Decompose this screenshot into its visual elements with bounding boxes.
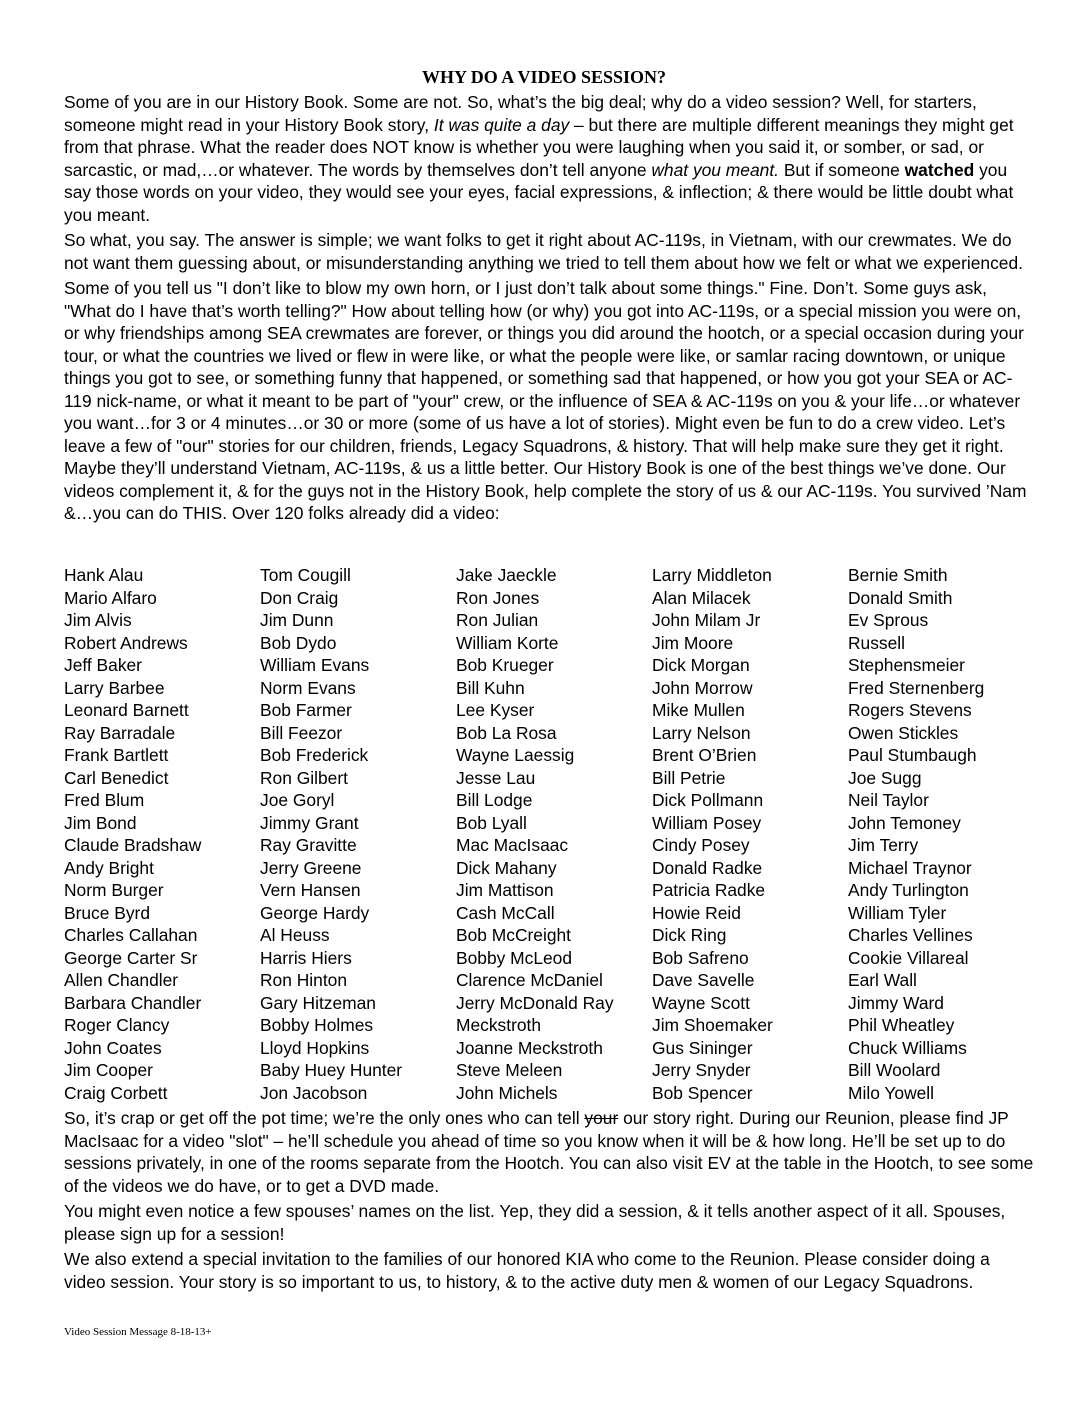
participant-name: Joe Goryl [260,790,335,810]
participant-name: Alan Milacek [652,587,751,608]
participant-name: Dick Pollmann [652,790,764,810]
participant-name: Bob Frederick [260,745,369,765]
participant-name: Fred Sternenberg [848,677,985,698]
participant-name: Bob Farmer [260,700,352,720]
participant-name: Steve Meleen [456,1060,563,1080]
intro-p1-text-c: – but there are multiple different meanings they might get from that phrase. What the reader does NOT know is whether you were laughing when you said it, or somber, or sad, or sarcastic, or mad,…or whatever. The words by themselves don’t tell anyone [64,114,1014,180]
participant-name: Bobby Holmes [260,1015,374,1035]
participant-name: Wayne Scott [652,992,750,1013]
participant-name: George Hardy [260,902,370,923]
participant-name: Jim Moore [652,632,734,653]
participant-name: Jim Mattison [456,880,554,900]
participant-name: Owen Stickles [848,722,959,743]
names-column-5 [848,564,1044,1104]
participant-name: Bob Spencer [652,1082,753,1103]
names-column-3 [456,564,652,1104]
participant-name: George Carter Sr [64,947,198,968]
participant-name: Russell [848,632,906,653]
participant-name: Jim Shoemaker [652,1015,773,1035]
closing-section [64,1107,1034,1293]
participant-name: Bill Petrie [652,767,726,788]
participant-name: Fred Blum [64,790,145,810]
participant-name: Allen Chandler [64,970,179,990]
participant-name: Cindy Posey [652,835,750,855]
participant-name: Joe Sugg [848,767,922,788]
participant-name: Norm Burger [64,880,164,900]
participant-name: Jake Jaeckle [456,565,557,585]
participant-name: William Posey [652,812,762,833]
participant-name: Cookie Villareal [848,947,969,968]
participant-name: Harris Hiers [260,947,352,968]
participant-name: Don Craig [260,587,339,608]
participant-name: Norm Evans [260,677,356,698]
names-column-1 [64,564,260,1104]
participant-name: Clarence McDaniel [456,970,603,990]
participant-name: Rogers Stevens [848,700,972,720]
participant-name: Jeff Baker [64,655,142,675]
participant-name: Charles Vellines [848,925,973,945]
participant-names-table [64,564,1044,1104]
participant-name: Larry Barbee [64,677,165,698]
participant-name: John Temoney [848,812,961,833]
participant-name: Jon Jacobson [260,1082,368,1103]
participant-name: Bob Krueger [456,655,554,675]
participant-name: Charles Callahan [64,925,198,945]
participant-name: Leonard Barnett [64,700,189,720]
participant-name: Jerry McDonald Ray [456,992,614,1013]
participant-name: Jimmy Ward [848,992,944,1013]
participant-name: Jesse Lau [456,767,536,788]
intro-p1-italic-meant: what you meant. [651,159,779,180]
participant-name: John Morrow [652,677,753,698]
intro-paragraph-1 [64,91,1034,226]
participant-name: Milo Yowell [848,1082,935,1103]
participant-name: Jimmy Grant [260,812,359,833]
participant-name: Bill Kuhn [456,677,525,698]
participant-name: Mario Alfaro [64,587,157,608]
participant-name: Bill Feezor [260,722,343,743]
participant-name: Joanne Meckstroth [456,1037,603,1058]
participant-name: Howie Reid [652,902,741,923]
participant-name: Paul Stumbaugh [848,745,977,765]
participant-name: Bobby McLeod [456,947,573,968]
participant-name: Donald Smith [848,587,953,608]
closing-paragraph-2: You might even notice a few spouses’ names on the list. Yep, they did a session, & it tells another aspect of it all. Spouses, please sign up for a session! [64,1201,1006,1244]
participant-name: Ray Gravitte [260,835,357,855]
page-title: WHY DO A VIDEO SESSION? [421,67,667,87]
participant-name: Dave Savelle [652,970,755,990]
participant-name: Mac MacIsaac [456,835,569,855]
participant-name: Jerry Snyder [652,1060,751,1080]
participant-name: Frank Bartlett [64,745,169,765]
intro-p1-text-e: But if someone [778,159,905,180]
participant-name: Andy Bright [64,857,154,878]
closing-paragraph-1 [64,1107,1034,1197]
participant-name: Lloyd Hopkins [260,1037,370,1058]
closing-p1-struck-word: your [584,1108,619,1128]
participant-name: Gary Hitzeman [260,992,376,1013]
closing-p1-text-c: our story right. During our Reunion, please find JP MacIsaac for a video "slot" – he’ll schedule you ahead of time so you know when it will be & how long. He’ll be set up to do sessions privately, in one of the rooms separate from the Hootch. You can also visit EV at the table in the Hootch, to see some of the videos we do have, or to get a DVD made. [64,1108,1034,1196]
participant-name: Ron Jones [456,587,540,608]
participant-name: Bob Safreno [652,947,749,968]
intro-paragraph-2: So what, you say. The answer is simple; we want folks to get it right about AC-119s, in Vietnam, with our crewmates. We do not want them guessing about, or misunderstanding anything we tried to tell them about how we felt or what we experienced. [64,230,1023,273]
participant-name: Larry Nelson [652,722,751,743]
participant-name: Dick Ring [652,925,727,945]
names-column-2 [260,564,456,1104]
footer-note: Video Session Message 8-18-13+ [64,1326,212,1338]
participant-name: Bob McCreight [456,925,572,945]
participant-name: William Korte [456,632,559,653]
participant-name: Ron Gilbert [260,767,348,788]
participant-name: Earl Wall [848,970,917,990]
participant-name: Bob Dydo [260,632,337,653]
participant-name: Stephensmeier [848,655,965,675]
participant-name: Bill Lodge [456,790,533,810]
participant-name: Meckstroth [456,1015,542,1035]
intro-section [64,91,1034,525]
participant-name: Ron Hinton [260,970,348,990]
participant-name: Al Heuss [260,925,330,945]
participant-name: Dick Mahany [456,857,557,878]
participant-name: Phil Wheatley [848,1015,955,1035]
participant-name: Craig Corbett [64,1082,168,1103]
participant-name: John Milam Jr [652,610,761,630]
participant-name: William Evans [260,655,370,675]
participant-name: Barbara Chandler [64,992,202,1013]
participant-name: Bob Lyall [456,812,527,833]
participant-name: Chuck Williams [848,1037,967,1058]
participant-name: Ev Sprous [848,610,929,630]
participant-name: William Tyler [848,902,947,923]
participant-name: Bill Woolard [848,1060,941,1080]
participant-name: Bob La Rosa [456,722,557,743]
participant-name: Gus Sininger [652,1037,753,1058]
participant-name: Larry Middleton [652,565,772,585]
participant-name: John Michels [456,1082,558,1103]
participant-name: Ray Barradale [64,722,176,743]
participant-name: Wayne Laessig [456,745,575,765]
participant-name: Michael Traynor [848,857,972,878]
participant-name: Dick Morgan [652,655,750,675]
participant-name: Donald Radke [652,857,763,878]
participant-name: Lee Kyser [456,700,535,720]
participant-name: Patricia Radke [652,880,766,900]
participant-name: Roger Clancy [64,1015,170,1035]
participant-name: Jim Alvis [64,610,132,630]
intro-p1-italic-quote: It was quite a day [433,114,570,135]
participant-name: Brent O’Brien [652,745,757,765]
participant-name: Bruce Byrd [64,902,151,923]
participant-name: Neil Taylor [848,790,929,810]
participant-name: Mike Mullen [652,700,745,720]
participant-name: Tom Cougill [260,565,351,585]
participant-name: Jim Cooper [64,1060,153,1080]
participant-name: Bernie Smith [848,565,948,585]
closing-p1-text-a: So, it’s crap or get off the pot time; we’re the only ones who can tell [64,1108,585,1128]
participant-name: Robert Andrews [64,632,188,653]
participant-name: Jim Terry [848,835,919,855]
participant-name: Jerry Greene [260,857,362,878]
closing-paragraph-3: We also extend a special invitation to the families of our honored KIA who come to the Reunion. Please consider doing a video session. Your story is so important to us, to history, & to the active duty men & women of our Legacy Squadrons. [64,1249,990,1292]
participant-name: John Coates [64,1037,162,1058]
intro-p1-bold-watched: watched [904,159,975,180]
participant-name: Cash McCall [456,902,555,923]
intro-paragraph-3: Some of you tell us "I don’t like to blow my own horn, or I just don’t talk about some things." Fine. Don’t. Some guys ask, "What do I have that’s worth telling?" How about telling how (or why) you got into AC-119s, or a special mission you were on, or why friendships among SEA crewmates are forever, or things you did around the hootch, or a special occasion during your tour, or what the countries we lived or flew in were like, or what the people were like, or samlar racing downtown, or unique things you got to see, or something funny that happened, or something sad that happened, or how you got your SEA or AC-119 nick-name, or what it meant to be part of "your" crew, or the influence of SEA & AC-119s on you & your life…or whatever you want…for 3 or 4 minutes…or 30 or more (some of us have a lot of stories). Might even be fun to do a crew video. Let’s leave a few of "our" stories for our children, friends, Legacy Squadrons, & history. That will help make sure they get it right. Maybe they’ll understand Vietnam, AC-119s, & us a little better. Our History Book is one of the best things we’ve done. Our videos complement it, & for the guys not in the History Book, help complete the story of us & our AC-119s. You survived ’Nam &…you can do THIS. Over 120 folks already did a video: [64,278,1027,523]
participant-name: Baby Huey Hunter [260,1060,403,1080]
participant-name: Jim Bond [64,812,137,833]
participant-name: Jim Dunn [260,610,334,630]
participant-name: Claude Bradshaw [64,835,202,855]
participant-name: Andy Turlington [848,880,969,900]
participant-name: Ron Julian [456,610,539,630]
participant-name: Vern Hansen [260,880,361,900]
intro-p1-text-g: you say those words on your video, they would see your eyes, facial expressions, & inflection; & there would be little doubt what you meant. [64,159,1014,225]
participant-name: Carl Benedict [64,767,169,788]
intro-p1-text-a: Some of you are in our History Book. Some are not. So, what’s the big deal; why do a video session? Well, for starters, someone might read in your History Book story, [64,92,977,135]
participant-name: Hank Alau [64,565,144,585]
names-column-4 [652,564,848,1104]
